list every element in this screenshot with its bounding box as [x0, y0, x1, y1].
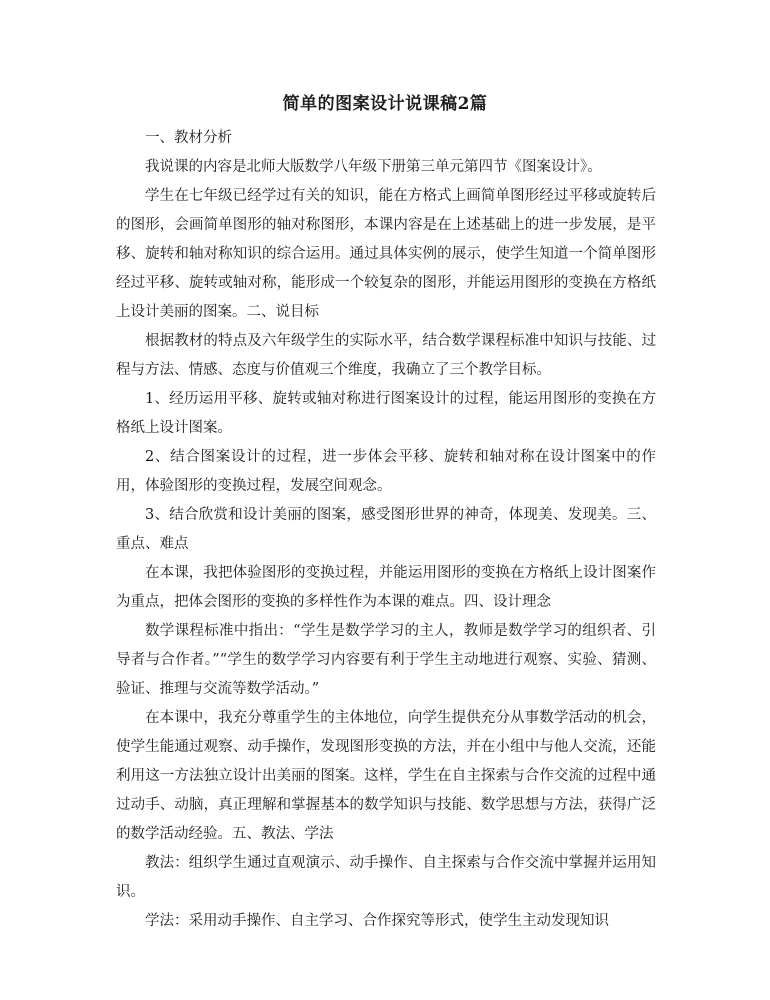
list-item-goal-2: 2、结合图案设计的过程，进一步体会平移、旋转和轴对称在设计图案中的作用，体验图形的变换过程，发展空间观念。 — [116, 449, 656, 494]
paragraph-teaching-method: 教法：组织学生通过直观演示、动手操作、自主探索与合作交流中掌握并运用知识。 — [116, 855, 656, 900]
paragraph: 在本课中，我充分尊重学生的主体地位，向学生提供充分从事数学活动的机会，使学生能通过观察、动手操作，发现图形变换的方法，并在小组中与他人交流，还能利用这一方法独立设计出美丽的图案。这样，学生在自主探索与合作交流的过程中通过动手、动脑，真正理解和掌握基本的数学知识与技能、数学思想与方法，获得广泛的数学活动经验。五、教法、学法 — [116, 710, 656, 842]
list-item-goal-3: 3、结合欣赏和设计美丽的图案，感受图形世界的神奇，体现美、发现美。三、重点、难点 — [116, 507, 656, 552]
paragraph: 我说课的内容是北师大版数学八年级下册第三单元第四节《图案设计》。 — [145, 159, 602, 175]
list-item-goal-1: 1、经历运用平移、旋转或轴对称进行图案设计的过程，能运用图形的变换在方格纸上设计图案。 — [116, 391, 656, 436]
document-body — [116, 124, 656, 936]
paragraph: 在本课，我把体验图形的变换过程，并能运用图形的变换在方格纸上设计图案作为重点，把体会图形的变换的多样性作为本课的难点。四、设计理念 — [116, 565, 656, 610]
paragraph: 根据教材的特点及六年级学生的实际水平，结合数学课程标准中知识与技能、过程与方法、情感、态度与价值观三个维度，我确立了三个教学目标。 — [116, 333, 656, 378]
paragraph: 数学课程标准中指出：“学生是数学学习的主人，教师是数学学习的组织者、引导者与合作者。”“学生的数学学习内容要有利于学生主动地进行观察、实验、猜测、验证、推理与交流等数学活动。” — [116, 623, 656, 697]
paragraph-learning-method: 学法：采用动手操作、自主学习、合作探究等形式，使学生主动发现知识 — [145, 913, 609, 929]
section-heading-teaching-material: 一、教材分析 — [145, 130, 232, 146]
document-title: 简单的图案设计说课稿2篇 — [282, 94, 488, 114]
paragraph: 学生在七年级已经学过有关的知识，能在方格式上画简单图形经过平移或旋转后的图形，会画简单图形的轴对称图形，本课内容是在上述基础上的进一步发展，是平移、旋转和轴对称知识的综合运用。通过具体实例的展示，使学生知道一个简单图形经过平移、旋转或轴对称，能形成一个较复杂的图形，并能运用图形的变换在方格纸上设计美丽的图案。二、说目标 — [116, 188, 656, 320]
